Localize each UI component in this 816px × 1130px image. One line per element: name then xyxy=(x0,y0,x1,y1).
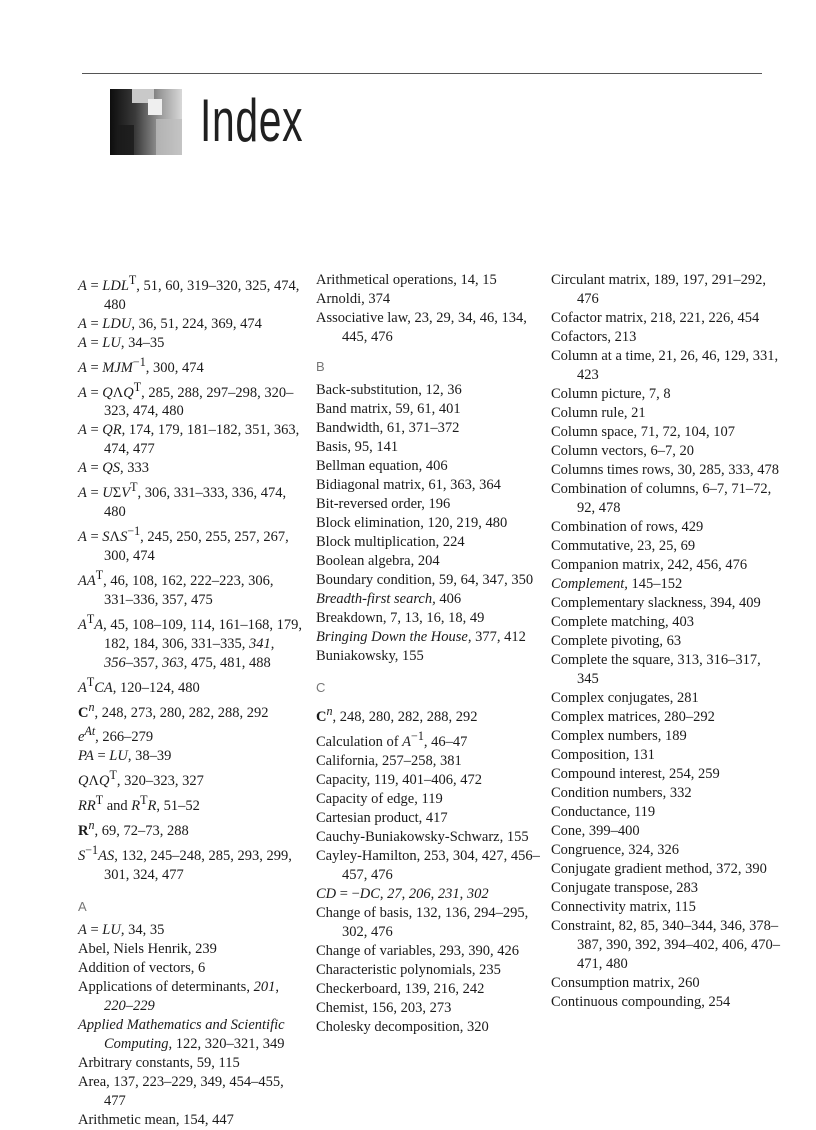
index-entry: Constraint, 82, 85, 340–344, 346, 378–387, 390, 392, 394–402, 406, 470–471, 480 xyxy=(551,918,780,972)
index-entry: $S^{-1}AS$, 132, 245–248, 285, 293, 299, 301, 324, 477 xyxy=(78,842,292,883)
index-entry: Connectivity matrix, 115 xyxy=(551,899,696,915)
index-entry: $RR^T$ and $R^TR$, 51–52 xyxy=(78,793,200,814)
index-entry: Bringing Down the House, 377, 412 xyxy=(316,629,526,645)
index-entry: Cauchy-Buniakowsky-Schwarz, 155 xyxy=(316,828,529,845)
index-entry: Columns times rows, 30, 285, 333, 478 xyxy=(551,462,779,478)
index-entry: Block elimination, 120, 219, 480 xyxy=(316,515,508,531)
index-entry: Complete the square, 313, 316–317, 345 xyxy=(551,652,761,687)
index-entry: Conductance, 119 xyxy=(551,804,656,820)
index-entry: A = QR, 174, 179, 181–182, 351, 363, 474, 477 xyxy=(78,422,300,458)
section-letter: C xyxy=(316,680,326,695)
index-entry: Change of variables, 293, 390, 426 xyxy=(316,942,519,959)
index-entry: Conjugate transpose, 283 xyxy=(551,880,698,896)
index-entry: Characteristic polynomials, 235 xyxy=(316,961,501,978)
index-entry: Arnoldi, 374 xyxy=(316,291,391,307)
index-entry: Cayley-Hamilton, 253, 304, 427, 456–457, 476 xyxy=(316,847,540,883)
index-entry: $A^TA$, 45, 108–109, 114, 161–168, 179, 182, 184, 306, 331–335, 341, 356–357, 363, 475, 481, 488 xyxy=(78,611,302,671)
index-entry: Conjugate gradient method, 372, 390 xyxy=(551,861,767,877)
index-entry: Condition numbers, 332 xyxy=(551,785,692,801)
index-entry: Consumption matrix, 260 xyxy=(551,975,700,991)
index-entry: Combination of columns, 6–7, 71–72, 92, 478 xyxy=(551,481,772,516)
index-entry: Abel, Niels Henrik, 239 xyxy=(78,940,217,957)
index-entry: Complex numbers, 189 xyxy=(551,728,687,744)
index-entry: $A = MJM^{-1}$, 300, 474 xyxy=(78,354,204,376)
section-letter: B xyxy=(316,359,325,374)
index-entry: Commutative, 23, 25, 69 xyxy=(551,538,696,554)
index-entry: Continuous compounding, 254 xyxy=(551,994,731,1010)
index-entry: Cartesian product, 417 xyxy=(316,809,448,826)
index-entry: Breakdown, 7, 13, 16, 18, 49 xyxy=(316,610,485,626)
index-entry: Column picture, 7, 8 xyxy=(551,386,671,402)
index-entry: CD = −DC, 27, 206, 231, 302 xyxy=(316,885,489,902)
index-entry: $A = S\Lambda S^{-1}$, 245, 250, 255, 257, 267, 300, 474 xyxy=(78,524,289,565)
index-entry: Buniakowsky, 155 xyxy=(316,648,424,664)
index-entry: Complementary slackness, 394, 409 xyxy=(551,595,761,611)
index-entry: Back-substitution, 12, 36 xyxy=(316,382,462,398)
index-entry: $A = LDL^T$, 51, 60, 319–320, 325, 474, 480 xyxy=(78,273,300,313)
index-entry: Column rule, 21 xyxy=(551,405,646,421)
index-entry: Compound interest, 254, 259 xyxy=(551,766,720,782)
index-entry: Addition of vectors, 6 xyxy=(78,959,206,976)
index-entry: Companion matrix, 242, 456, 476 xyxy=(551,557,748,573)
index-entry: Composition, 131 xyxy=(551,747,655,763)
index-entry: Arithmetic mean, 154, 447 xyxy=(78,1111,234,1128)
index-entry: Capacity of edge, 119 xyxy=(316,790,443,807)
index-entry: Complement, 145–152 xyxy=(551,576,683,592)
index-entry: Capacity, 119, 401–406, 472 xyxy=(316,771,483,788)
index-entry: Boolean algebra, 204 xyxy=(316,553,440,569)
index-entry: $e^{At}$, 266–279 xyxy=(78,724,154,746)
index-entry: $A = Q\Lambda Q^T$, 285, 288, 297–298, 320–323, 474, 480 xyxy=(78,379,294,420)
index-entry: A = LU, 34, 35 xyxy=(78,921,165,938)
chapter-logo-image xyxy=(110,89,182,155)
index-entry: Calculation of $A^{-1}$, 46–47 xyxy=(316,728,468,750)
index-entry: Column vectors, 6–7, 20 xyxy=(551,443,694,459)
page-title: Index xyxy=(200,87,304,154)
index-column-3 xyxy=(551,271,781,1012)
section-letter: A xyxy=(78,898,87,914)
index-entry: Band matrix, 59, 61, 401 xyxy=(316,401,461,417)
index-column-1 xyxy=(78,271,303,1130)
index-entry: Circulant matrix, 189, 197, 291–292, 476 xyxy=(551,272,767,307)
index-entry: PA = LU, 38–39 xyxy=(78,748,172,765)
index-entry: Bellman equation, 406 xyxy=(316,458,448,474)
index-entry: Applications of determinants, 201, 220–229 xyxy=(78,978,279,1014)
index-entry: Complex matrices, 280–292 xyxy=(551,709,715,725)
index-entry: $A = U\Sigma V^T$, 306, 331–333, 336, 474, 480 xyxy=(78,480,287,521)
index-entry: Bidiagonal matrix, 61, 363, 364 xyxy=(316,477,501,493)
index-entry: Bit-reversed order, 196 xyxy=(316,496,451,512)
index-entry: Complete pivoting, 63 xyxy=(551,633,682,649)
index-entry: $C^n$, 248, 273, 280, 282, 288, 292 xyxy=(78,699,269,721)
index-entry: Block multiplication, 224 xyxy=(316,534,465,550)
index-entry: Checkerboard, 139, 216, 242 xyxy=(316,980,485,997)
index-entry: Congruence, 324, 326 xyxy=(551,842,680,858)
index-entry: Complete matching, 403 xyxy=(551,614,694,630)
index-entry: Column space, 71, 72, 104, 107 xyxy=(551,424,736,440)
index-entry: Associative law, 23, 29, 34, 46, 134, 445, 476 xyxy=(316,310,527,345)
index-entry: Combination of rows, 429 xyxy=(551,519,704,535)
index-entry: Change of basis, 132, 136, 294–295, 302, 476 xyxy=(316,904,529,940)
index-entry: $AA^T$, 46, 108, 162, 222–223, 306, 331–336, 357, 475 xyxy=(78,568,274,608)
index-entry: Arbitrary constants, 59, 115 xyxy=(78,1054,240,1071)
index-entry: $C^n$, 248, 280, 282, 288, 292 xyxy=(316,704,478,725)
index-entry: Chemist, 156, 203, 273 xyxy=(316,999,452,1016)
index-entry: Arithmetical operations, 14, 15 xyxy=(316,272,497,288)
index-entry: Cofactor matrix, 218, 221, 226, 454 xyxy=(551,310,760,326)
index-entry: Column at a time, 21, 26, 46, 129, 331, 423 xyxy=(551,348,779,383)
index-entry: A = LDU, 36, 51, 224, 369, 474 xyxy=(78,315,262,332)
index-entry: Bandwidth, 61, 371–372 xyxy=(316,420,460,436)
header-rule xyxy=(82,73,762,74)
index-entry: Area, 137, 223–229, 349, 454–455, 477 xyxy=(78,1073,284,1109)
index-entry: $Q\Lambda Q^T$, 320–323, 327 xyxy=(78,768,204,790)
index-entry: Cholesky decomposition, 320 xyxy=(316,1018,489,1035)
index-entry: Cofactors, 213 xyxy=(551,329,637,345)
index-entry: A = QS, 333 xyxy=(78,460,150,477)
index-entry: $R^n$, 69, 72–73, 288 xyxy=(78,817,189,839)
index-entry: Complex conjugates, 281 xyxy=(551,690,699,706)
index-entry: A = LU, 34–35 xyxy=(78,334,165,351)
index-entry: Boundary condition, 59, 64, 347, 350 xyxy=(316,572,534,588)
index-entry: Applied Mathematics and Scientific Computing, 122, 320–321, 349 xyxy=(78,1016,285,1052)
index-entry: Cone, 399–400 xyxy=(551,823,640,839)
index-column-2 xyxy=(316,271,541,1037)
index-entry: Breadth-first search, 406 xyxy=(316,591,462,607)
index-entry: Basis, 95, 141 xyxy=(316,439,399,455)
index-entry: California, 257–258, 381 xyxy=(316,752,462,769)
index-entry: $A^TCA$, 120–124, 480 xyxy=(78,674,200,696)
